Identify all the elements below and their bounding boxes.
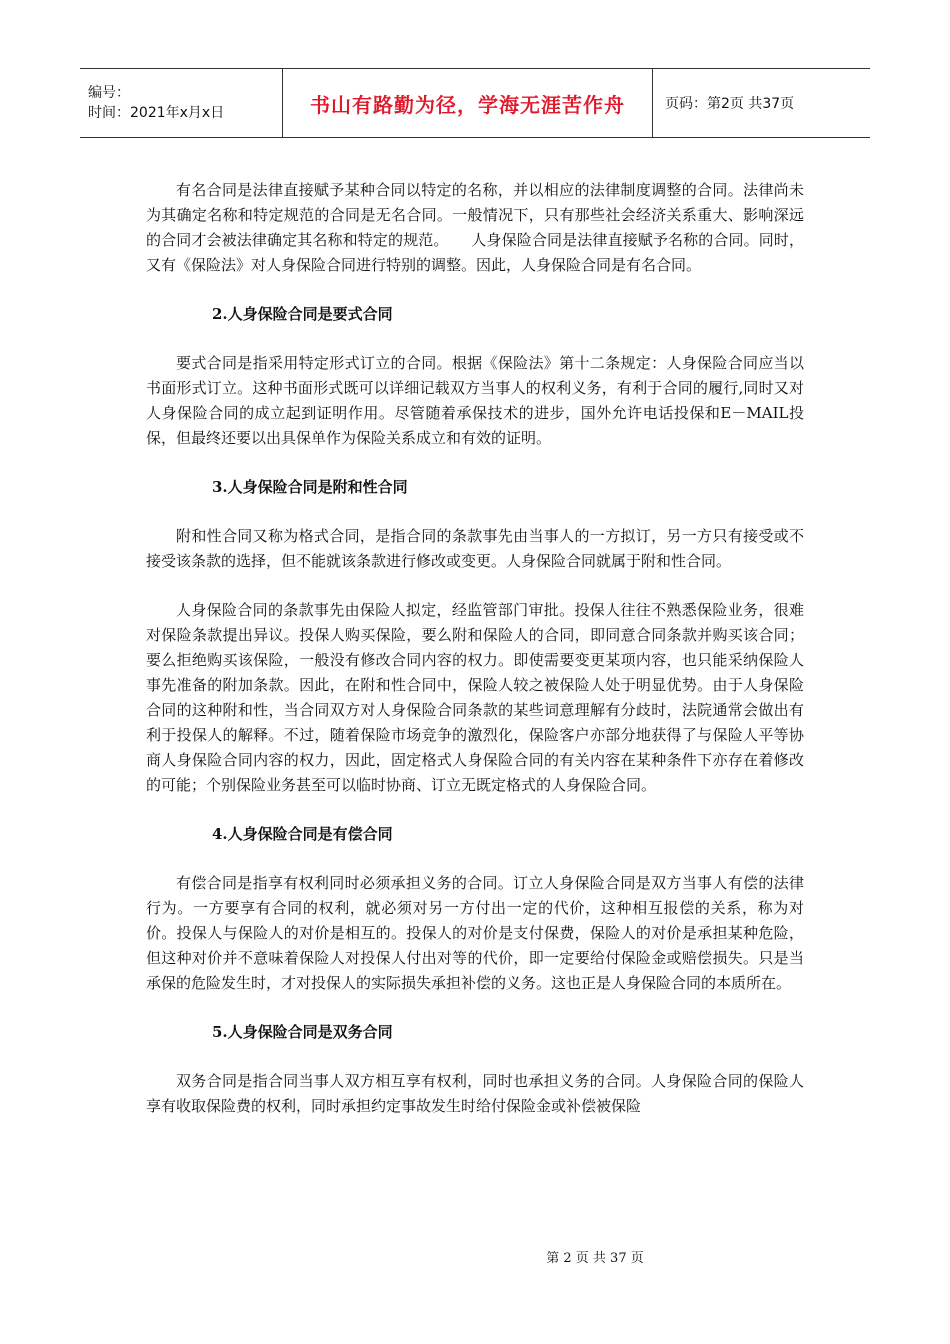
paragraph: 双务合同是指合同当事人双方相互享有权利，同时也承担义务的合同。人身保险合同的保险人享有收取保险费的权利，同时承担约定事故发生时给付保险金或补偿被保险 [146,1072,804,1115]
paragraph: 人身保险合同的条款事先由保险人拟定，经监管部门审批。投保人往往不熟悉保险业务，很难对保险条款提出异议。投保人购买保险，要么附和保险人的合同，即同意合同条款并购买该合同；要么拒绝购买该保险，一般没有修改合同内容的权力。即使需要变更某项内容，也只能采纳保险人事先准备的附加条款。因此，在附和性合同中，保险人较之被保险人处于明显优势。由于人身保险合同的这种附和性，当合同双方对人身保险合同条款的某些词意理解有分歧时，法院通常会做出有利于投保人的解释。不过，随着保险市场竞争的激烈化，保险客户亦部分地获得了与保险人平等协商人身保险合同内容的权力，因此，固定格式人身保险合同的有关内容在某种条件下亦存在着修改的可能；个别保险业务甚至可以临时协商、订立无既定格式的人身保险合同。 [146,601,804,794]
document-body [146,178,804,1119]
section-heading: 2.人身保险合同是要式合同 [212,305,393,323]
page-label: 页码：第2页 共37页 [665,96,795,112]
time-label: 时间：2021年x月x日 [88,105,225,121]
header-motto-cell [283,69,653,137]
section-heading: 4.人身保险合同是有偿合同 [212,825,393,843]
section-heading: 5.人身保险合同是双务合同 [212,1023,393,1041]
header-page-cell [653,69,870,137]
paragraph: 要式合同是指采用特定形式订立的合同。根据《保险法》第十二条规定：人身保险合同应当以书面形式订立。这种书面形式既可以详细记载双方当事人的权利义务，有利于合同的履行,同时又对人身保险合同的成立起到证明作用。尽管随着承保技术的进步，国外允许电话投保和E－MAIL投保，但最终还要以出具保单作为保险关系成立和有效的证明。 [146,354,804,447]
paragraph: 有名合同是法律直接赋予某种合同以特定的名称，并以相应的法律制度调整的合同。法律尚未为其确定名称和特定规范的合同是无名合同。一般情况下，只有那些社会经济关系重大、影响深远的合同才会被法律确定其名称和特定的规范。 人身保险合同是法律直接赋予名称的合同。同时，又有《保险法》对人身保险合同进行特别的调整。因此，人身保险合同是有名合同。 [146,181,804,274]
section-heading: 3.人身保险合同是附和性合同 [212,478,408,496]
page-header [80,68,870,138]
motto: 书山有路勤为径，学海无涯苦作舟 [310,92,625,117]
number-label: 编号： [88,85,130,101]
header-meta [80,69,283,137]
paragraph: 附和性合同又称为格式合同，是指合同的条款事先由当事人的一方拟订，另一方只有接受或不接受该条款的选择，但不能就该条款进行修改或变更。人身保险合同就属于附和性合同。 [146,527,804,570]
page-footer: 第 2 页 共 37 页 [546,1251,644,1266]
paragraph: 有偿合同是指享有权利同时必须承担义务的合同。订立人身保险合同是双方当事人有偿的法律行为。一方要享有合同的权利，就必须对另一方付出一定的代价，这种相互报偿的关系，称为对价。投保人与保险人的对价是相互的。投保人的对价是支付保费，保险人的对价是承担某种危险，但这种对价并不意味着保险人对投保人付出对等的代价，即一定要给付保险金或赔偿损失。只是当承保的危险发生时，才对投保人的实际损失承担补偿的义务。这也正是人身保险合同的本质所在。 [146,874,804,992]
